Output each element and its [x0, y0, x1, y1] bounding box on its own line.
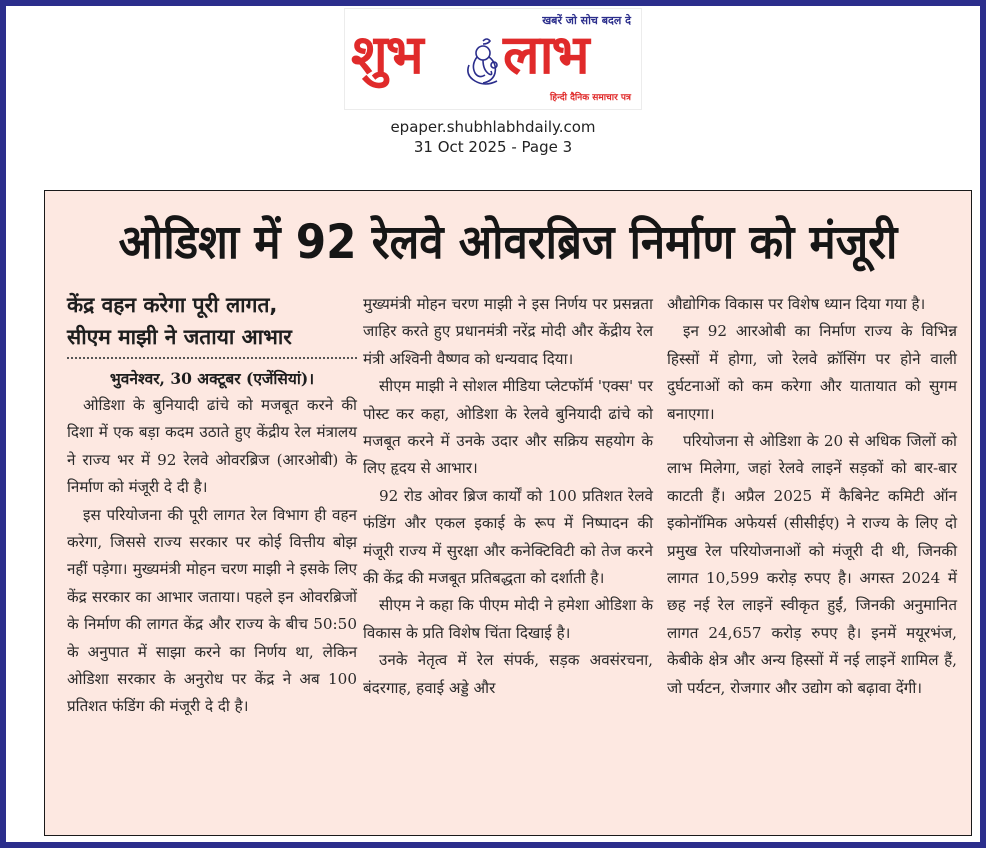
article-paragraph: इस परियोजना की पूरी लागत रेल विभाग ही वहन करेगा, जिससे राज्य सरकार पर कोई वित्तीय बोझ नहीं पड़ेगा। मुख्यमंत्री मोहन चरण माझी ने इसके लिए केंद्र सरकार का आभार जताया। पहले इन ओवरब्रिजों के निर्माण की लागत केंद्र और राज्य के बीच 50:50 के अनुपात में साझा करने का निर्णय था, लेकिन ओडिशा सरकार के अनुरोध पर केंद्र ने अब 100 प्रतिशत फंडिंग की मंजूरी दे दी है। — [67, 505, 357, 716]
logo-subtitle: हिन्दी दैनिक समाचार पत्र — [549, 93, 631, 103]
article-paragraph: ओडिशा के बुनियादी ढांचे को मजबूत करने की दिशा में एक बड़ा कदम उठाते हुए केंद्रीय रेल मंत्रालय ने राज्य भर में 92 रेलवे ओवरब्रिज (आरओबी) के निर्माण को मंजूरी दे दी है। — [67, 396, 357, 497]
article-paragraph: औद्योगिक विकास पर विशेष ध्यान दिया गया है। — [667, 295, 926, 313]
article-paragraph: मुख्यमंत्री मोहन चरण माझी ने इस निर्णय पर प्रसन्नता जाहिर करते हुए प्रधानमंत्री नरेंद्र मोदी और केंद्रीय रेल मंत्री अश्विनी वैष्णव को धन्यवाद दिया। — [363, 295, 653, 368]
date-page: 31 Oct 2025 - Page 3 — [413, 138, 573, 156]
logo-word-shubh: शुभ — [351, 23, 422, 86]
article-headline: ओडिशा में 92 रेलवे ओवरब्रिज निर्माण को मंजूरी — [118, 215, 898, 270]
article-column-1 — [67, 289, 357, 721]
logo-word-labh: लाभ — [503, 23, 588, 86]
article-paragraph: सीएम माझी ने सोशल मीडिया प्लेटफॉर्म 'एक्स' पर पोस्ट कर कहा, ओडिशा के रेलवे बुनियादी ढांचे को मजबूत करने में उनके उदार और सक्रिय सहयोग के लिए हृदय से आभार। — [363, 377, 653, 478]
source-url: epaper.shubhlabhdaily.com — [390, 118, 596, 136]
logo-tagline: खबरें जो सोच बदल दे — [542, 14, 631, 27]
news-article — [44, 190, 972, 836]
article-subhead-line-1: केंद्र वहन करेगा पूरी लागत, — [67, 293, 278, 317]
article-paragraph: उनके नेतृत्व में रेल संपर्क, सड़क अवसंरचना, बंदरगाह, हवाई अड्डे और — [363, 651, 653, 697]
article-subhead-line-2: सीएम माझी ने जताया आभार — [67, 325, 292, 349]
dotted-divider — [67, 357, 357, 359]
article-paragraph: 92 रोड ओवर ब्रिज कार्यों को 100 प्रतिशत रेलवे फंडिंग और एकल इकाई के रूप में निष्पादन की मंजूरी राज्य में सुरक्षा और कनेक्टिविटी को तेज करने की केंद्र की मजबूत प्रतिबद्धता को दर्शाती है। — [363, 486, 653, 588]
masthead-logo — [344, 8, 642, 110]
article-paragraph: सीएम ने कहा कि पीएम मोदी ने हमेशा ओडिशा के विकास के प्रति विशेष चिंता दिखाई है। — [363, 596, 653, 642]
article-column-3 — [667, 291, 957, 702]
article-column-2 — [363, 291, 653, 702]
ganesha-icon — [463, 35, 503, 89]
article-paragraph: इन 92 आरओबी का निर्माण राज्य के विभिन्न हिस्सों में होगा, जो रेलवे क्रॉसिंग पर होने वाली दुर्घटनाओं को कम करेगा और यातायात को सुगम बनाएगा। — [667, 322, 957, 423]
article-byline: भुवनेश्वर, 30 अक्टूबर (एजेंसियां)। — [109, 369, 315, 388]
article-paragraph: परियोजना से ओडिशा के 20 से अधिक जिलों को लाभ मिलेगा, जहां रेलवे लाइनें सड़कों को बार-बार काटती हैं। अप्रैल 2025 में कैबिनेट कमिटी ऑन इकोनॉमिक अफेयर्स (सीसीईए) ने राज्य के लिए दो प्रमुख रेल परियोजनाओं को मंजूरी दी थी, जिनकी लागत 10,599 करोड़ रुपए है। अगस्त 2024 में छह नई रेल लाइनें स्वीकृत हुईं, जिनकी अनुमानित लागत 24,657 करोड़ रुपए है। इनमें मयूरभंज, केबीके क्षेत्र और अन्य हिस्सों में नई लाइनें शामिल हैं, जो पर्यटन, रोजगार और उद्योग को बढ़ावा देंगी। — [667, 432, 957, 697]
